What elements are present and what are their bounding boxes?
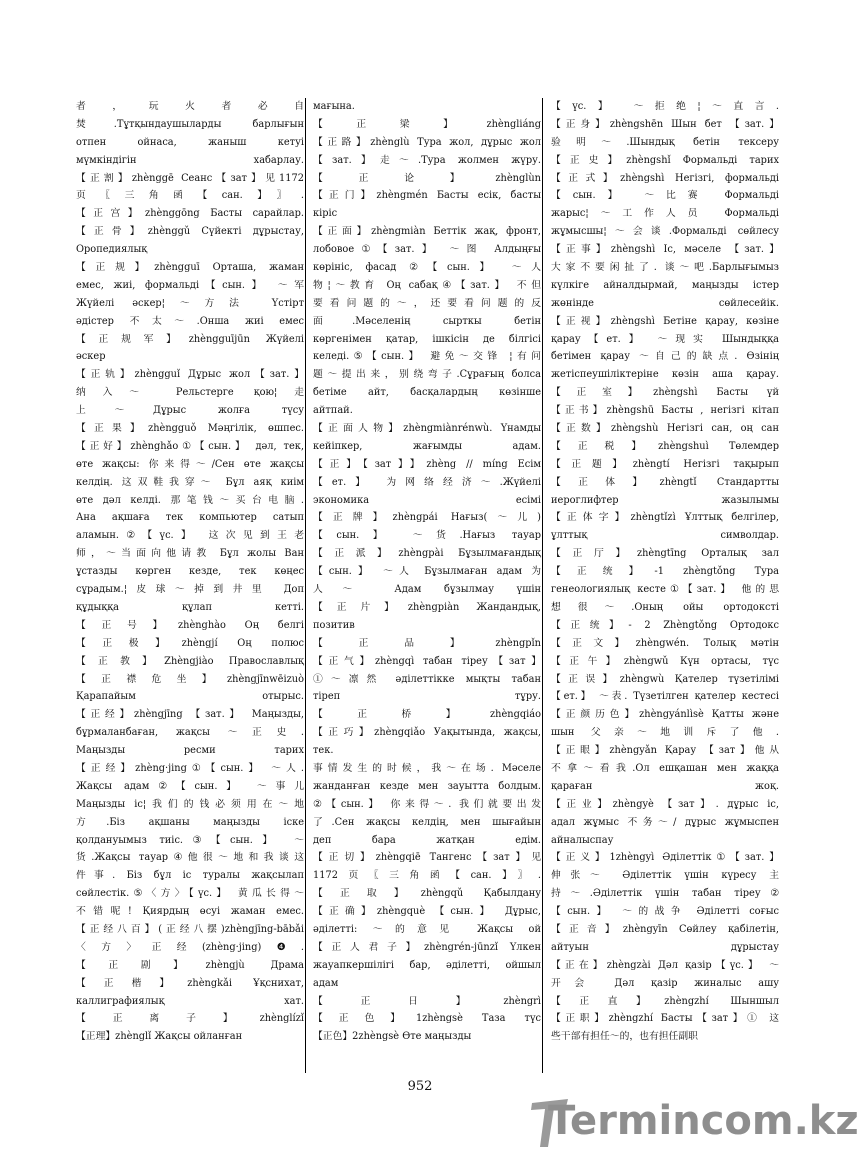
entry-line: құдыққа құлап кетті. [76, 601, 304, 613]
entry-line: сұрадым.¦皮球～掉到井里 Доп [76, 584, 304, 596]
entry-line: жанданған кезде мен зауытта болдым. [313, 780, 541, 792]
entry-line: жарыс¦～工作人员 Формальді [551, 208, 779, 220]
entry-line: 【正统】- 2 Zhèngtǒng Ортодокс [551, 619, 779, 631]
entry-line: 【正宫】zhènggōng Басты сарайлар. [76, 208, 304, 220]
entry-line: бетіме айт, басқалардың көзінше [313, 387, 541, 399]
entry-line: генеологиялық кесте①【зат.】 他的思 [551, 584, 779, 596]
entry-line: айналыспау [551, 834, 614, 846]
entry-line: жөнінде сөйлесейік. [551, 297, 779, 309]
entry-line: 【正轨】zhèngguǐ Дұрыс жол【зат.】 [76, 369, 304, 381]
entry-line: 【正襟危坐】zhèngjīnwēizuò [76, 673, 304, 685]
entry-line: 【正号】zhènghào Оң белгі [76, 619, 304, 631]
entry-line: 【正理】zhènglǐ Жақсы ойланған [76, 1031, 243, 1043]
entry-line: 【正教】Zhèngjiào Православлық [76, 655, 304, 667]
entry-line: емес, жиі, формальді【сын.】 ～军 [76, 279, 304, 291]
entry-line: 【正在】zhèngzài Дәл қазір【үс.】 ～ [551, 959, 779, 971]
entry-line: 【正路】zhènglù Тура жол, дұрыс жол [313, 136, 541, 148]
entry-line: адам [313, 977, 339, 989]
entry-line: 【正义】1zhèngyì Әділеттік①【зат.】 [551, 852, 779, 864]
entry-line: 师，～当面向他请教 Бұл жолы Ван [76, 548, 304, 560]
column-divider-1 [305, 98, 306, 1073]
entry-line: лобовое①【зат.】 ～图 Алдыңғы [313, 244, 541, 256]
entry-line: келеді.⑤【сын.】 避免～交锋 ¦有问 [313, 351, 541, 363]
entry-line: 【сын.】 ～比赛 Формальді [551, 190, 779, 202]
entry-line: мүмкіндігін хабарлау. [76, 154, 304, 166]
entry-line: бұрмаланбаған, жақсы ～正史. [76, 727, 304, 739]
entry-line: 【正品】zhèngpǐn [313, 637, 541, 649]
entry-line: 开会 Дәл қазір жиналыс ашу [551, 977, 779, 989]
entry-line: тек. [313, 745, 334, 757]
entry-line: 【正面人物】zhèngmiànrénwù. Үнамды [313, 423, 541, 435]
entry-line: 【正眼】zhèngyǎn Қарау 【зат】他从 [551, 745, 779, 757]
entry-line: 焚.Тұтқындаушыларды барлығын [76, 118, 304, 130]
entry-line: кіріс [313, 208, 338, 220]
entry-line: 【正梁】zhèngliáng [313, 118, 541, 130]
entry-line: 【正派】zhèngpài Бұзылмағандық [313, 548, 541, 560]
entry-line: Ана ақшаға тек компьютер сатып [76, 512, 304, 524]
entry-line: 【正取】zhèngqǔ Қабылдану [313, 888, 541, 900]
entry-line: қараған жоқ. [551, 780, 779, 792]
entry-line: 【正经】zhèng·jing①【сын.】 ～人. [76, 762, 304, 774]
entry-line: сөйлестік.⑤〈方〉【үс.】 黄瓜长得～ [76, 888, 304, 900]
entry-line: 货.Жақсы тауар④他很～地和我谈这 [76, 852, 304, 864]
entry-line: Маңызды іс¦我们的钱必须用在～地 [76, 798, 304, 810]
entry-line: мағына. [313, 101, 355, 112]
entry-line: кейіпкер, жағымды адам. [313, 440, 541, 452]
entry-line: 【正职】zhèngzhí Басты【зат】① 这 [551, 1013, 779, 1025]
entry-line: ①～凛然 әділеттікке мықты табан [313, 673, 541, 685]
entry-line: 些干部有担任～的，也有担任副职 [551, 1031, 698, 1043]
entry-line: 【正色】2zhèngsè Өте маңызды [313, 1031, 472, 1043]
entry-line: 【正文】zhèngwén. Толық мәтін [551, 637, 779, 649]
entry-line: 【正厅】zhèngtīng Орталық зал [551, 548, 779, 560]
entry-line: 【正经】zhèngjīng 【зат.】 Маңызды, [76, 709, 304, 721]
entry-line: 件事. Біз бұл іс туралы жақсылап [76, 870, 304, 882]
entry-line: деп бара жатқан едім. [313, 834, 541, 846]
entry-line: ұстазды көрген кезде, тек көңес [76, 566, 304, 578]
entry-line: 【正数】zhèngshù Негізгі сан, оң сан [551, 423, 779, 435]
entry-line: 【正体字】zhèngtǐzì Ұлттық белгілер, [551, 512, 779, 524]
entry-line: әділетті: ～的意见 Жақсы ой [313, 923, 541, 935]
entry-line: Жүйелі әскер¦～方法 Үстірт [76, 297, 304, 309]
entry-line: жетіспеушіліктеріне көзін аша қарау. [551, 369, 779, 381]
entry-line: аламын.②【үс.】 这次见到王老 [76, 530, 304, 542]
entry-line: Маңызды ресми тарих [76, 745, 304, 757]
entry-line: 【正切】zhèngqiē Тангенс【зат】见 [313, 852, 541, 864]
entry-line: отпен ойнаса, жаныш кетуі [76, 136, 304, 148]
entry-line: адал жұмыс 不务～/ дұрыс жұмыспен [551, 816, 779, 828]
entry-line: 想很～.Оның ойы ортодоксті [551, 601, 779, 613]
entry-line: 【正题】zhèngtí Негізгі тақырып [551, 458, 779, 470]
entry-line: 【正式】zhèngshì Негізгі, формальді [551, 172, 779, 184]
entry-line: 【正面】zhèngmiàn Беттік жақ, фронт, [313, 226, 541, 238]
entry-line: 1172页〖三角函【сан.】〗. [313, 870, 541, 882]
entry-line: 【ет.】 ～表. Түзетілген қателер кестесі [551, 691, 779, 703]
dictionary-column-2 [313, 98, 541, 1046]
entry-line: 方.Біз ақшаны маңызды іске [76, 816, 304, 828]
entry-line: 【正离子】zhènglízǐ [76, 1013, 304, 1025]
entry-line: 伸张～ Әділеттік үшін күресу 主 [551, 870, 779, 882]
entry-line: 【正日】zhèngrì [313, 995, 541, 1007]
entry-line: 【正税】zhèngshuì Төлемдер [551, 440, 779, 452]
entry-line: 【正牌】zhèngpái Нағыз(～儿) [313, 512, 541, 524]
entry-line: жұмысшы¦～会谈.Формальді сөйлесу [551, 226, 779, 238]
entry-line: 页〖三角函【сан.】〗. [76, 190, 304, 202]
entry-line: қолдануымыз тиіс.③【сын.】 ～ [76, 834, 304, 846]
entry-line: әдістер 不太～.Онша жиі емес [76, 315, 304, 327]
entry-line: 【正割】zhènggē Сеанс【зат】见1172 [76, 172, 304, 184]
entry-line: 不错呢! Қиярдың өсуі жаман емес. [76, 906, 304, 918]
entry-line: 【正视】zhèngshì Бетіне қарау, көзіне [551, 315, 779, 327]
entry-line: өте дәл келді. 那笔钱～买台电脑. [76, 494, 304, 506]
entry-line: 【正史】zhèngshǐ Формальді тарих [551, 154, 779, 166]
entry-line: 【正骨】zhènggǔ Сүйекті дұрыстау, [76, 226, 304, 238]
entry-line: 【正身】zhèngshēn Шын бет 【зат.】 [551, 118, 779, 130]
entry-line: 【正巧】zhèngqiǎo Уақытында, жақсы, [313, 727, 541, 739]
entry-line: 【正颜历色】zhèngyánlìsè Қатты және [551, 709, 779, 721]
entry-line: айтпай. [313, 405, 353, 417]
entry-line: 【正规】zhèngguī Орташа, жаман [76, 262, 304, 274]
entry-line: Қарапайым отырыс. [76, 691, 304, 703]
entry-line: 【正桥】zhèngqiáo [313, 709, 541, 721]
page-number: 952 [407, 1079, 433, 1094]
entry-line: көргенімен қатар, ішкісін де білгісі [313, 333, 541, 345]
entry-line: 【正剧】zhèngjù Драма [76, 959, 304, 971]
entry-line: 【正人君子】zhèngrén-jūnzǐ Үлкен [313, 941, 541, 953]
entry-line: 【зат.】走～.Тура жолмен жүру. [313, 154, 541, 166]
entry-line: көрініс, фасад ②【сын.】 ～人 [313, 262, 541, 274]
entry-line: ②【сын.】 你来得～. 我们就要出发 [313, 798, 541, 810]
entry-line: 【正果】zhèngguǒ Мәңгілік, өшпес. [76, 423, 304, 435]
dictionary-column-3 [551, 98, 779, 1046]
entry-line: 【ет.】 为网络经济～.Жүйелі [313, 476, 541, 488]
watermark-text: Termincom.kz [548, 1098, 859, 1144]
entry-line: өте жақсы: 你来得～/Сен өте жақсы [76, 458, 304, 470]
entry-line: каллиграфиялық хат. [76, 995, 304, 1007]
entry-line: 人～ Адам бұзылмау үшін [313, 584, 541, 596]
entry-line: 【正室】zhèngshì Басты үй [551, 387, 779, 399]
entry-line: 【正规军】zhèngguījūn Жүйелі [76, 333, 304, 345]
entry-line: тіреп тұру. [313, 691, 541, 703]
entry-line: 【正楷】zhèngkǎi Ұқснихат, [76, 977, 304, 989]
entry-line: жауапкершілігі бар, әділетті, ойшыл [313, 959, 541, 971]
entry-line: келдің. 这双鞋我穿～ Бұл аяқ киім [76, 476, 304, 488]
entry-line: 【正直】zhèngzhí Шыншыл [551, 995, 779, 1007]
entry-line: қарау【ет.】 ～现实 Шындыққа [551, 333, 779, 345]
entry-line: 【正片】zhèngpiàn Жандандық, [313, 601, 541, 613]
entry-line: 【正事】zhèngshì Іс, мәселе 【зат.】 [551, 244, 779, 256]
entry-line: 者 ， 玩 火 者 必 自 [76, 101, 304, 112]
entry-line: 了.Сен жақсы келдің, мен шығайын [313, 816, 541, 828]
entry-line: 面.Мәселенің сырткы бетін [313, 315, 541, 327]
entry-line: 纳入～ Рельстерге қою¦走 [76, 387, 304, 399]
entry-line: айтуын дұрыстау [551, 941, 779, 953]
entry-line: 物¦～教育 Оң сабақ④【зат.】 不但 [313, 279, 541, 291]
entry-line: 【正书】zhèngshū Басты , негізгі кітап [551, 405, 779, 417]
entry-line: 上～Дұрыс жолға түсу [76, 405, 304, 417]
entry-line: 【正色】1zhèngsè Таза түс [313, 1013, 541, 1025]
entry-line: 【正误】zhèngwù Қателер түзетілімі [551, 673, 779, 685]
entry-line: 要看问题的～，还要看问题的反 [313, 297, 541, 309]
entry-line: 验明～.Шындық бетін тексеру [551, 136, 779, 148]
entry-line: экономика есімі [313, 494, 541, 506]
entry-line: бетімен қарау ～自己的缺点. Өзінің [551, 351, 779, 363]
entry-line: 【正音】zhèngyīn Сөйлеу қабілетін, [551, 923, 779, 935]
entry-line: 【正气】zhèngqì табан тіреу【зат】 [313, 655, 541, 667]
entry-line: 【正业】zhèngyè 【зат】. дұрыс іс, [551, 798, 779, 810]
entry-line: 不拿～看我.Ол ешқашан мен жаққа [551, 762, 779, 774]
entry-line: 大家不要闲扯了. 谈～吧.Барлығымыз [551, 262, 779, 274]
entry-line: 【正好】zhènghǎo①【сын.】 дәл, тек, [76, 440, 304, 452]
entry-line: күлкіге айналдырмай, маңызды істер [551, 279, 779, 291]
entry-line: 【сын.】 ～人 Бұзылмаған адам 为 [313, 566, 541, 578]
entry-line: 【正体】zhèngtǐ Стандартты [551, 476, 779, 488]
entry-line: 【正】【зат】】zhèng // míng Есім [313, 458, 541, 470]
entry-line: 【正极】zhèngjí Оң полюс [76, 637, 304, 649]
entry-line: шын 父亲～地训斥了他. [551, 727, 779, 739]
entry-line: 【сын.】 ～货.Нағыз тауар [313, 530, 541, 542]
entry-line: 【сын.】 ～的战争 Әділетті соғыс [551, 906, 779, 918]
entry-line: 【正门】zhèngmén Басты есік, басты [313, 190, 541, 202]
entry-line: 持～.Әділеттік үшін табан тіреу② [551, 888, 779, 900]
entry-line: 【正经八百】(正经八摆)zhèngjīng-bābǎi [76, 923, 304, 935]
entry-line: Оропедиялық [76, 244, 148, 256]
entry-line: ұлттық символдар. [551, 530, 779, 542]
column-divider-2 [542, 98, 543, 1073]
entry-line: 【正论】zhènglùn [313, 172, 541, 184]
entry-line: иероглифтер жазылымы [551, 494, 779, 506]
entry-line: Жақсы адам②【сын.】 ～事儿 [76, 780, 304, 792]
entry-line: 〈方〉正经(zhèng·jing)❹. [76, 941, 304, 953]
entry-line: 【正午】zhèngwǔ Күн ортасы, түс [551, 655, 779, 667]
entry-line: 【үс.】 ～拒绝¦～直言. [551, 101, 779, 112]
dictionary-column-1 [76, 98, 304, 1046]
entry-line: 【正确】zhèngquè 【сын.】 Дұрыс, [313, 906, 541, 918]
entry-line: 事情发生的时候，我～在场. Мәселе [313, 762, 541, 774]
entry-line: 题～提出来，别绕弯子.Сұрағың болса [313, 369, 541, 381]
entry-line: позитив [313, 619, 355, 631]
entry-line: әскер [76, 351, 106, 363]
entry-line: 【正统】-1 zhèngtǒng Тура [551, 566, 779, 578]
